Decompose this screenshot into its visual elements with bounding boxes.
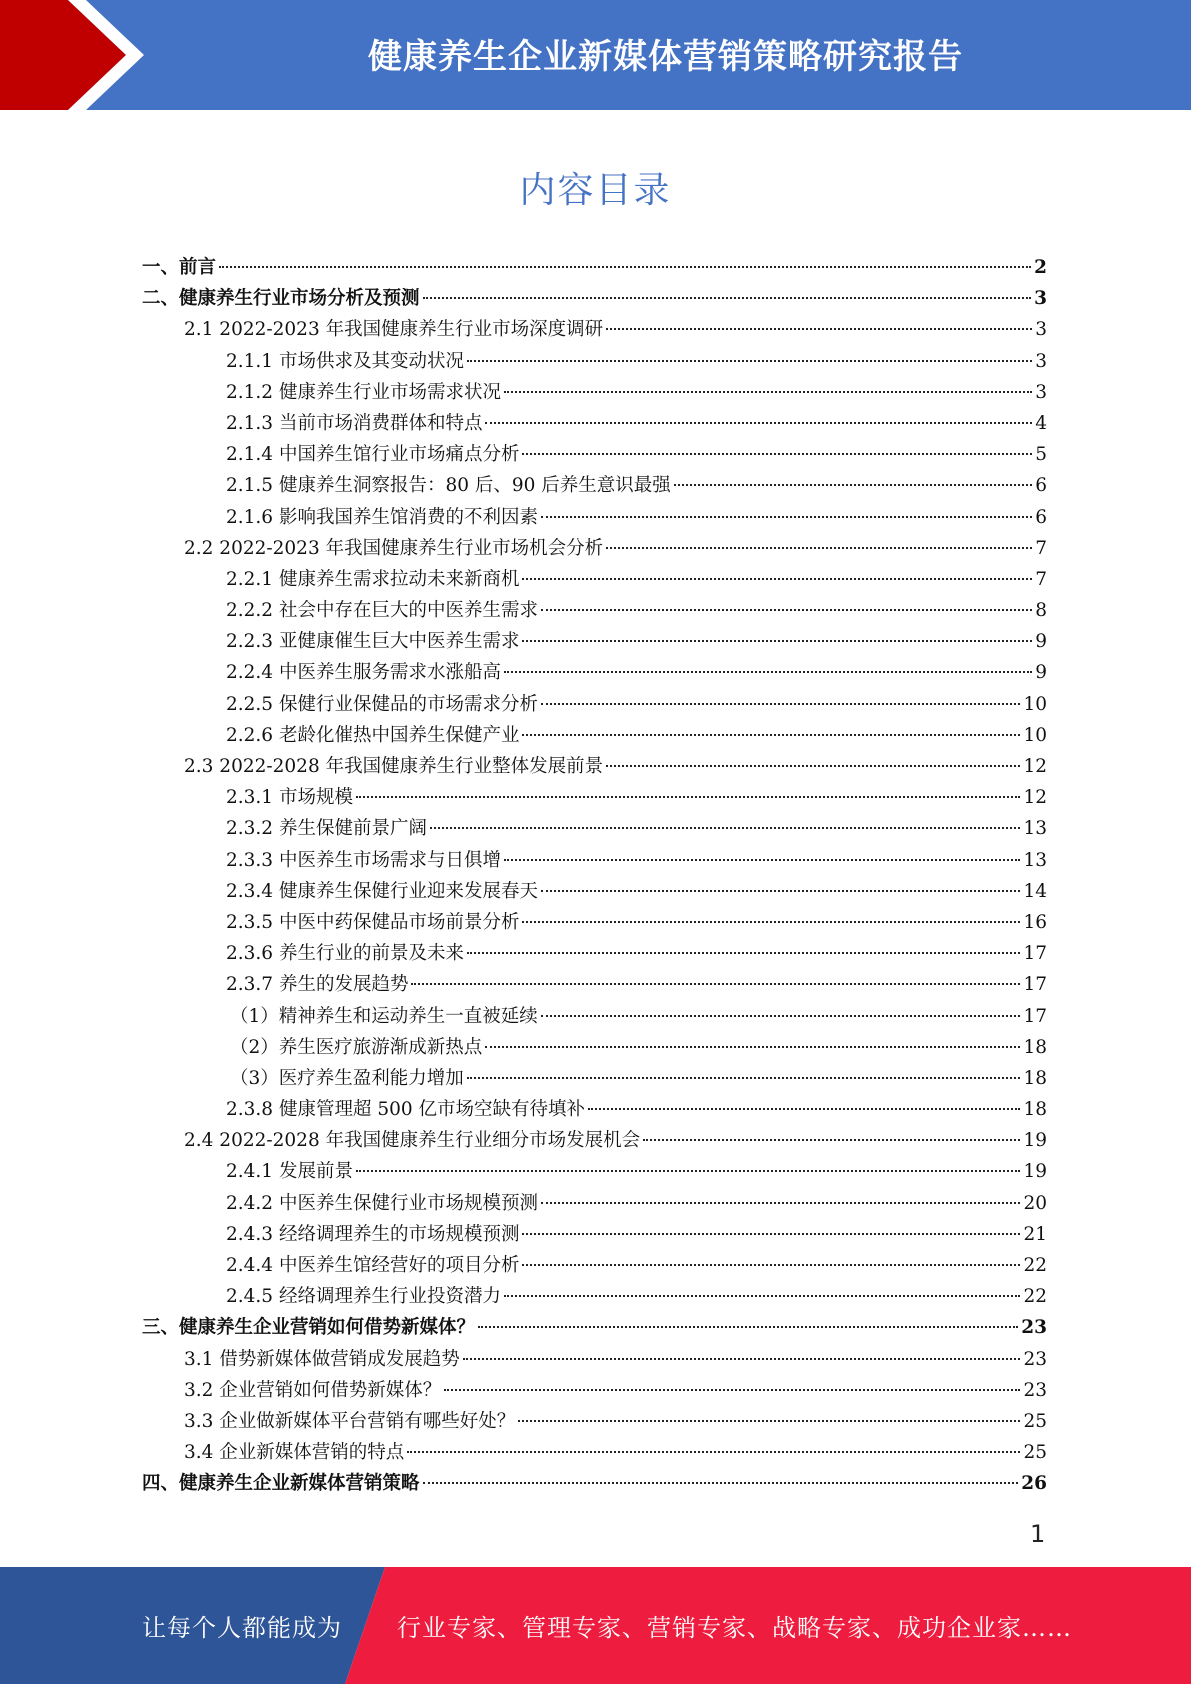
toc-entry[interactable] <box>142 378 1047 409</box>
toc-dot-leader <box>504 391 1032 393</box>
toc-entry-page: 12 <box>1023 756 1047 777</box>
toc-entry-page: 26 <box>1021 1473 1047 1495</box>
toc-entry[interactable] <box>142 877 1047 908</box>
toc-dot-leader <box>541 609 1032 611</box>
toc-entry-label: 2.3 2022-2028 年我国健康养生行业整体发展前景 <box>184 756 604 777</box>
toc-entry-page: 25 <box>1023 1410 1047 1432</box>
toc-entry-page: 13 <box>1023 818 1047 840</box>
toc-entry-page: 7 <box>1035 537 1047 559</box>
toc-dot-leader <box>430 827 1020 829</box>
toc-entry-label: 2.2.1 健康养生需求拉动未来新商机 <box>226 568 520 590</box>
toc-entry-label: 2.3.8 健康管理超 500 亿市场空缺有待填补 <box>226 1099 586 1121</box>
footer-banner <box>0 1567 1191 1684</box>
toc-entry-page: 16 <box>1023 911 1047 933</box>
toc-entry-label: （2）养生医疗旅游渐成新热点 <box>230 1036 483 1058</box>
toc-dot-leader <box>606 547 1032 549</box>
toc-entry[interactable] <box>142 627 1047 658</box>
toc-dot-leader <box>643 1139 1020 1141</box>
toc-entry[interactable] <box>142 1469 1047 1500</box>
toc-dot-leader <box>541 890 1020 892</box>
toc-dot-leader <box>541 1202 1020 1204</box>
toc-entry-label: 3.2 企业营销如何借势新媒体？ <box>184 1379 442 1401</box>
toc-entry[interactable] <box>142 1251 1047 1282</box>
toc-dot-leader <box>504 1295 1020 1297</box>
toc-entry-label: 2.1 2022-2023 年我国健康养生行业市场深度调研 <box>184 319 604 341</box>
toc-entry-page: 12 <box>1023 787 1047 809</box>
toc-entry-page: 9 <box>1035 662 1047 684</box>
toc-entry-page: 3 <box>1035 350 1047 372</box>
toc-entry-page: 18 <box>1023 1036 1047 1058</box>
toc-dot-leader <box>423 297 1032 299</box>
toc-entry-page: 2 <box>1034 257 1047 278</box>
toc-entry-label: 三、健康养生企业营销如何借势新媒体？ <box>142 1317 476 1339</box>
toc-dot-leader <box>356 1170 1021 1172</box>
toc-entry-label: 3.1 借势新媒体做营销成发展趋势 <box>184 1348 460 1370</box>
header-banner <box>0 0 1191 110</box>
toc-entry-label: 2.4.3 经络调理养生的市场规模预测 <box>226 1223 520 1245</box>
toc-entry[interactable] <box>142 690 1047 721</box>
toc-dot-leader <box>411 983 1020 985</box>
toc-entry[interactable] <box>142 503 1047 534</box>
toc-entry-page: 23 <box>1023 1348 1047 1370</box>
toc-dot-leader <box>219 266 1031 268</box>
toc-entry-page: 13 <box>1023 849 1047 871</box>
toc-entry[interactable] <box>142 471 1047 502</box>
toc-entry[interactable] <box>142 1376 1047 1407</box>
toc-entry-label: 2.3.2 养生保健前景广阔 <box>226 818 427 840</box>
toc-entry-page: 5 <box>1035 444 1047 466</box>
toc-dot-leader <box>588 1108 1020 1110</box>
toc-dot-leader <box>541 516 1032 518</box>
toc-entry-label: 2.4.5 经络调理养生行业投资潜力 <box>226 1286 501 1308</box>
toc-entry-label: 2.2.5 保健行业保健品的市场需求分析 <box>226 693 538 715</box>
toc-dot-leader <box>467 952 1020 954</box>
toc-entry-label: 3.3 企业做新媒体平台营销有哪些好处？ <box>184 1410 516 1432</box>
toc-dot-leader <box>522 640 1032 642</box>
toc-dot-leader <box>674 484 1032 486</box>
toc-entry[interactable] <box>142 658 1047 689</box>
page-number: 1 <box>1030 1520 1046 1548</box>
toc-entry[interactable] <box>142 409 1047 440</box>
toc-entry-page: 19 <box>1023 1161 1047 1183</box>
toc-entry[interactable] <box>142 908 1047 939</box>
toc-entry-page: 8 <box>1035 600 1047 622</box>
toc-entry[interactable] <box>142 1002 1047 1033</box>
toc-entry[interactable] <box>142 1126 1047 1157</box>
toc-entry[interactable] <box>142 939 1047 970</box>
toc-entry[interactable] <box>142 1064 1047 1095</box>
toc-entry-label: 2.3.7 养生的发展趋势 <box>226 974 409 996</box>
toc-entry-page: 14 <box>1023 880 1047 902</box>
footer-slogan-right: 行业专家、管理专家、营销专家、战略专家、成功企业家…… <box>397 1614 1072 1642</box>
toc-entry-label: （1）精神养生和运动养生一直被延续 <box>230 1005 538 1027</box>
toc-dot-leader <box>478 1326 1018 1328</box>
toc-entry-page: 7 <box>1035 568 1047 590</box>
toc-entry-page: 21 <box>1023 1223 1047 1245</box>
toc-entry[interactable] <box>142 1407 1047 1438</box>
toc-entry-page: 17 <box>1023 974 1047 996</box>
toc-entry-label: 2.3.5 中医中药保健品市场前景分析 <box>226 911 520 933</box>
toc-entry-page: 17 <box>1023 943 1047 965</box>
toc-entry-label: 2.4.4 中医养生馆经营好的项目分析 <box>226 1255 520 1276</box>
toc-entry[interactable] <box>142 1157 1047 1188</box>
toc-dot-leader <box>485 1046 1020 1048</box>
toc-entry[interactable] <box>142 721 1047 752</box>
toc-entry-page: 10 <box>1023 693 1047 715</box>
toc-entry-label: 2.3.4 健康养生保健行业迎来发展春天 <box>226 880 538 902</box>
toc-entry-label: 2.4 2022-2028 年我国健康养生行业细分市场发展机会 <box>184 1130 641 1152</box>
toc-entry-label: 2.1.4 中国养生馆行业市场痛点分析 <box>226 444 520 466</box>
toc-entry[interactable] <box>142 565 1047 596</box>
toc-entry-label: 2.3.6 养生行业的前景及未来 <box>226 943 464 965</box>
toc-entry[interactable] <box>142 440 1047 471</box>
toc-entry[interactable] <box>142 814 1047 845</box>
toc-dot-leader <box>444 1389 1020 1391</box>
toc-entry[interactable] <box>142 1282 1047 1313</box>
toc-heading: 内容目录 <box>519 170 672 211</box>
toc-entry-page: 25 <box>1023 1442 1047 1464</box>
toc-entry-label: 四、健康养生企业新媒体营销策略 <box>142 1473 420 1495</box>
toc-entry-label: 2.1.3 当前市场消费群体和特点 <box>226 412 483 434</box>
toc-entry[interactable] <box>142 1220 1047 1251</box>
toc-entry-label: 一、前言 <box>142 257 217 278</box>
toc-entry[interactable] <box>142 534 1047 565</box>
toc-entry-page: 4 <box>1035 412 1047 434</box>
toc-entry[interactable] <box>142 1033 1047 1064</box>
toc-entry-page: 22 <box>1023 1255 1047 1276</box>
toc-entry-label: 2.4.1 发展前景 <box>226 1161 353 1183</box>
toc-entry-label: 2.2.3 亚健康催生巨大中医养生需求 <box>226 631 520 653</box>
toc-dot-leader <box>518 1420 1020 1422</box>
toc-entry-page: 6 <box>1035 506 1047 528</box>
toc-entry-label: 2.2 2022-2023 年我国健康养生行业市场机会分析 <box>184 537 604 559</box>
toc-entry-label: 2.3.1 市场规模 <box>226 787 353 809</box>
toc-dot-leader <box>504 859 1020 861</box>
toc-entry[interactable] <box>142 596 1047 627</box>
toc-entry-page: 3 <box>1035 319 1047 341</box>
toc-dot-leader <box>522 921 1020 923</box>
toc-entry-label: 2.4.2 中医养生保健行业市场规模预测 <box>226 1192 538 1214</box>
footer-slogan-left: 让每个人都能成为 <box>142 1614 342 1642</box>
toc-entry[interactable] <box>142 253 1047 284</box>
toc-dot-leader <box>467 1077 1021 1079</box>
toc-dot-leader <box>606 328 1032 330</box>
toc-dot-leader <box>504 671 1032 673</box>
toc-entry-label: （3）医疗养生盈利能力增加 <box>230 1067 464 1089</box>
toc-entry-page: 18 <box>1023 1067 1047 1089</box>
toc-entry[interactable] <box>142 1345 1047 1376</box>
toc-entry-label: 2.1.6 影响我国养生馆消费的不利因素 <box>226 506 538 528</box>
toc-dot-leader <box>467 360 1032 362</box>
toc-entry[interactable] <box>142 315 1047 346</box>
toc-dot-leader <box>522 453 1032 455</box>
toc-entry[interactable] <box>142 1438 1047 1469</box>
toc-entry-label: 二、健康养生行业市场分析及预测 <box>142 288 420 310</box>
toc-dot-leader <box>463 1358 1021 1360</box>
toc-dot-leader <box>522 578 1032 580</box>
toc-entry-page: 23 <box>1021 1317 1047 1339</box>
toc-dot-leader <box>356 796 1021 798</box>
toc-dot-leader <box>541 703 1020 705</box>
toc-entry-page: 6 <box>1035 475 1047 497</box>
toc-dot-leader <box>407 1451 1020 1453</box>
toc-entry[interactable] <box>142 347 1047 378</box>
report-title: 健康养生企业新媒体营销策略研究报告 <box>368 36 963 77</box>
toc-dot-leader <box>485 422 1032 424</box>
toc-dot-leader <box>522 1264 1020 1266</box>
toc-dot-leader <box>423 1482 1019 1484</box>
toc-entry-label: 2.2.2 社会中存在巨大的中医养生需求 <box>226 600 538 622</box>
toc-entry-page: 3 <box>1034 288 1047 310</box>
toc-entry-page: 17 <box>1023 1005 1047 1027</box>
toc-entry-page: 18 <box>1023 1099 1047 1121</box>
toc-entry-label: 3.4 企业新媒体营销的特点 <box>184 1442 405 1464</box>
toc-entry-page: 20 <box>1023 1192 1047 1214</box>
toc-entry-page: 22 <box>1023 1286 1047 1308</box>
toc-entry-label: 2.3.3 中医养生市场需求与日俱增 <box>226 849 501 871</box>
toc-entry-label: 2.1.5 健康养生洞察报告：80 后、90 后养生意识最强 <box>226 475 671 497</box>
toc-entry[interactable] <box>142 1095 1047 1126</box>
toc-entry[interactable] <box>142 1189 1047 1220</box>
toc-entry[interactable] <box>142 846 1047 877</box>
table-of-contents <box>142 253 1047 1501</box>
toc-entry-page: 9 <box>1035 631 1047 653</box>
toc-entry-page: 23 <box>1023 1379 1047 1401</box>
toc-entry-label: 2.1.1 市场供求及其变动状况 <box>226 350 464 372</box>
toc-dot-leader <box>606 765 1020 767</box>
toc-entry-page: 10 <box>1023 724 1047 746</box>
toc-entry-page: 19 <box>1023 1130 1047 1152</box>
toc-entry[interactable] <box>142 1313 1047 1344</box>
toc-entry[interactable] <box>142 970 1047 1001</box>
toc-dot-leader <box>522 734 1020 736</box>
header-arrow-decoration <box>0 0 160 110</box>
toc-entry-page: 3 <box>1035 381 1047 403</box>
toc-entry[interactable] <box>142 284 1047 315</box>
toc-dot-leader <box>522 1233 1020 1235</box>
toc-entry-label: 2.1.2 健康养生行业市场需求状况 <box>226 381 501 403</box>
toc-entry[interactable] <box>142 752 1047 783</box>
toc-entry-label: 2.2.4 中医养生服务需求水涨船高 <box>226 662 501 684</box>
toc-dot-leader <box>541 1015 1021 1017</box>
toc-entry-label: 2.2.6 老龄化催热中国养生保健产业 <box>226 724 520 746</box>
toc-entry[interactable] <box>142 783 1047 814</box>
